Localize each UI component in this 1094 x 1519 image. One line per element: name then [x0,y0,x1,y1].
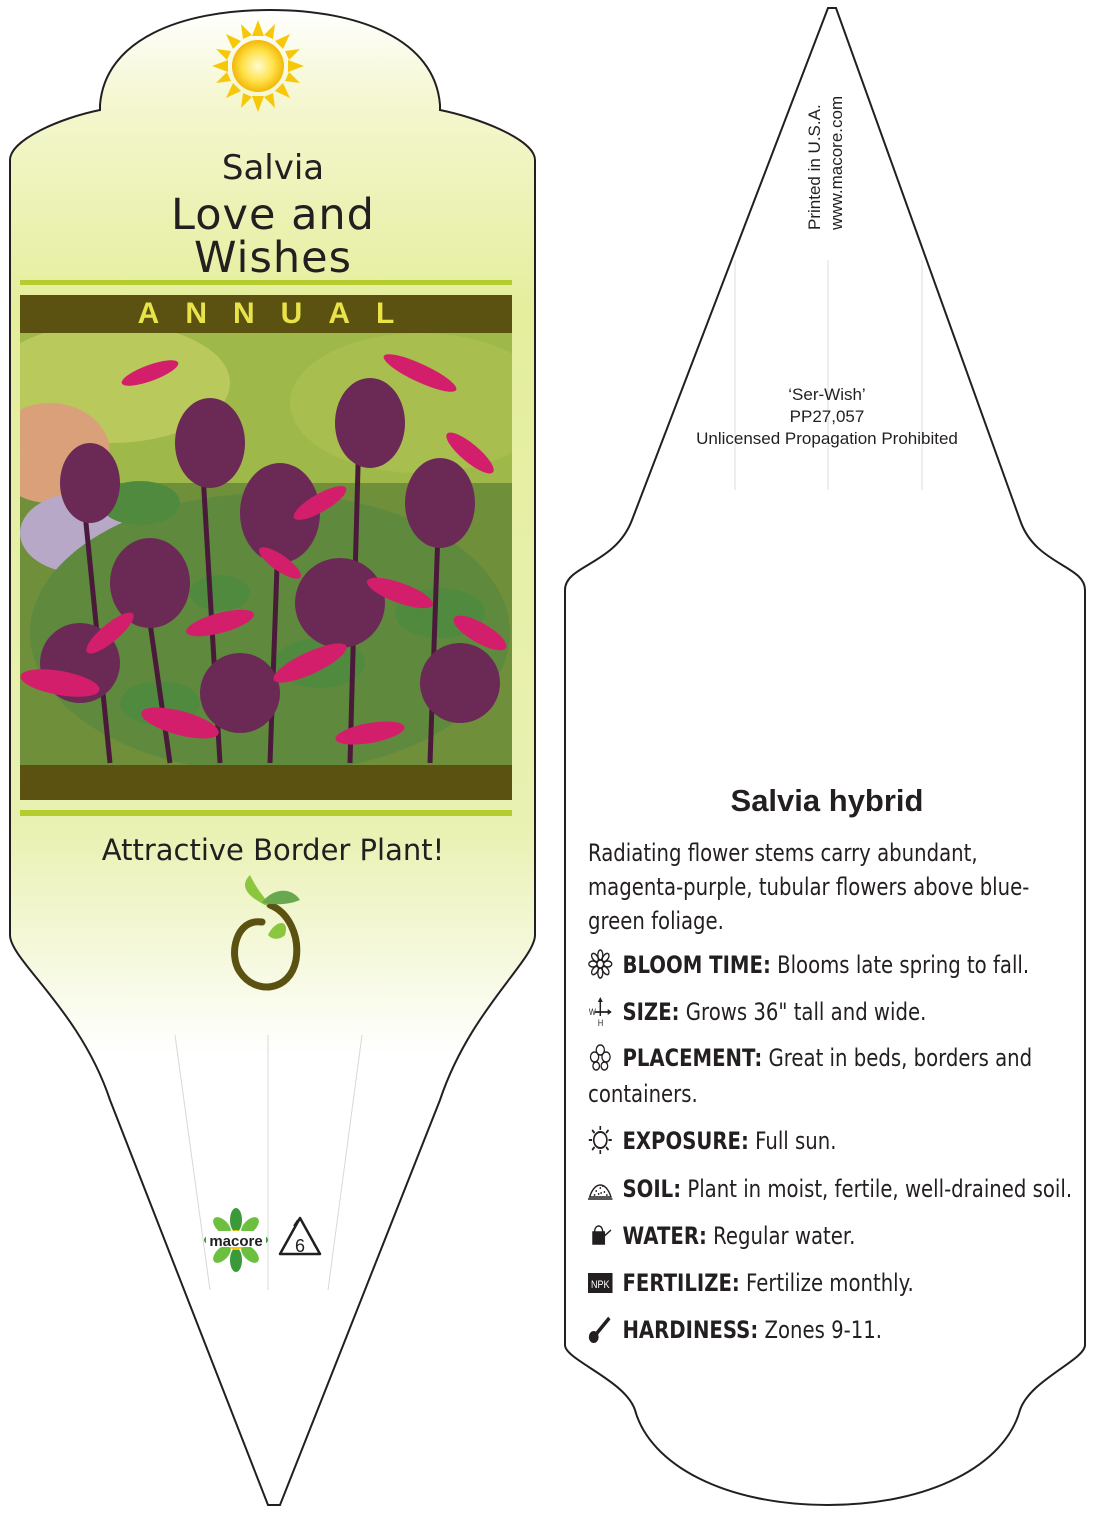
attr-size [588,995,926,1029]
placement-icon [588,1042,613,1072]
size-icon [588,996,613,1026]
category-banner: ANNUAL [20,295,512,333]
size-icon-h: H [597,1018,604,1026]
attr-bloom-time [588,948,1029,982]
propagation-notice: Unlicensed Propagation Prohibited [696,429,958,448]
attr-label: PLACEMENT: [622,1044,763,1072]
plant-name-line1: Love and [171,190,375,240]
attr-soil [588,1172,1072,1206]
flower-icon [588,949,613,979]
thermometer-icon [588,1314,613,1344]
attr-value: Blooms late spring to fall. [777,951,1030,979]
website-line: www.macore.com [827,95,846,230]
attr-fertilize [588,1266,914,1300]
attr-value: containers. [588,1080,698,1108]
macore-wordmark: macore [209,1233,263,1250]
attr-label: WATER: [622,1222,707,1250]
attr-value: Regular water. [713,1222,856,1250]
attr-label: BLOOM TIME: [622,951,771,979]
attr-hardiness [588,1313,882,1347]
watering-can-icon [588,1220,613,1250]
attr-label: FERTILIZE: [622,1269,740,1297]
plant-name-line2: Wishes [193,233,353,283]
attr-value: Full sun. [755,1127,837,1155]
printed-in-usa [804,30,848,230]
plant-description: Radiating flower stems carry abundant, magenta-purple, tubular flowers above blue-green foliage. [588,839,1030,935]
attr-label: SOIL: [622,1175,682,1203]
attr-value: Plant in moist, fertile, well-drained soil. [687,1175,1073,1203]
plant-genus: Salvia [221,148,325,188]
attr-value: Fertilize monthly. [746,1269,914,1297]
size-icon-w: W [588,1007,596,1018]
attr-value: Zones 9-11. [764,1316,883,1344]
recycle-code: 6 [294,1236,306,1256]
species-heading: Salvia hybrid [730,783,924,818]
attr-label: SIZE: [622,998,680,1026]
npk-icon [588,1267,613,1297]
cultivar-name: ‘Ser-Wish’ [788,385,866,404]
tagline: Attractive Border Plant! [101,833,445,867]
patent-number: PP27,057 [789,407,865,426]
attr-label: EXPOSURE: [622,1127,749,1155]
attr-value: Great in beds, borders and [768,1044,1033,1072]
attr-label: HARDINESS: [622,1316,759,1344]
attr-exposure [588,1124,836,1158]
soil-icon [588,1173,613,1203]
attr-water [588,1219,855,1253]
attr-placement [588,1041,1032,1075]
sun-icon [588,1125,613,1155]
printed-line: Printed in U.S.A. [805,104,824,230]
attr-placement-cont [588,1077,698,1111]
attr-value: Grows 36" tall and wide. [685,998,927,1026]
npk-icon-text: NPK [591,1279,610,1292]
